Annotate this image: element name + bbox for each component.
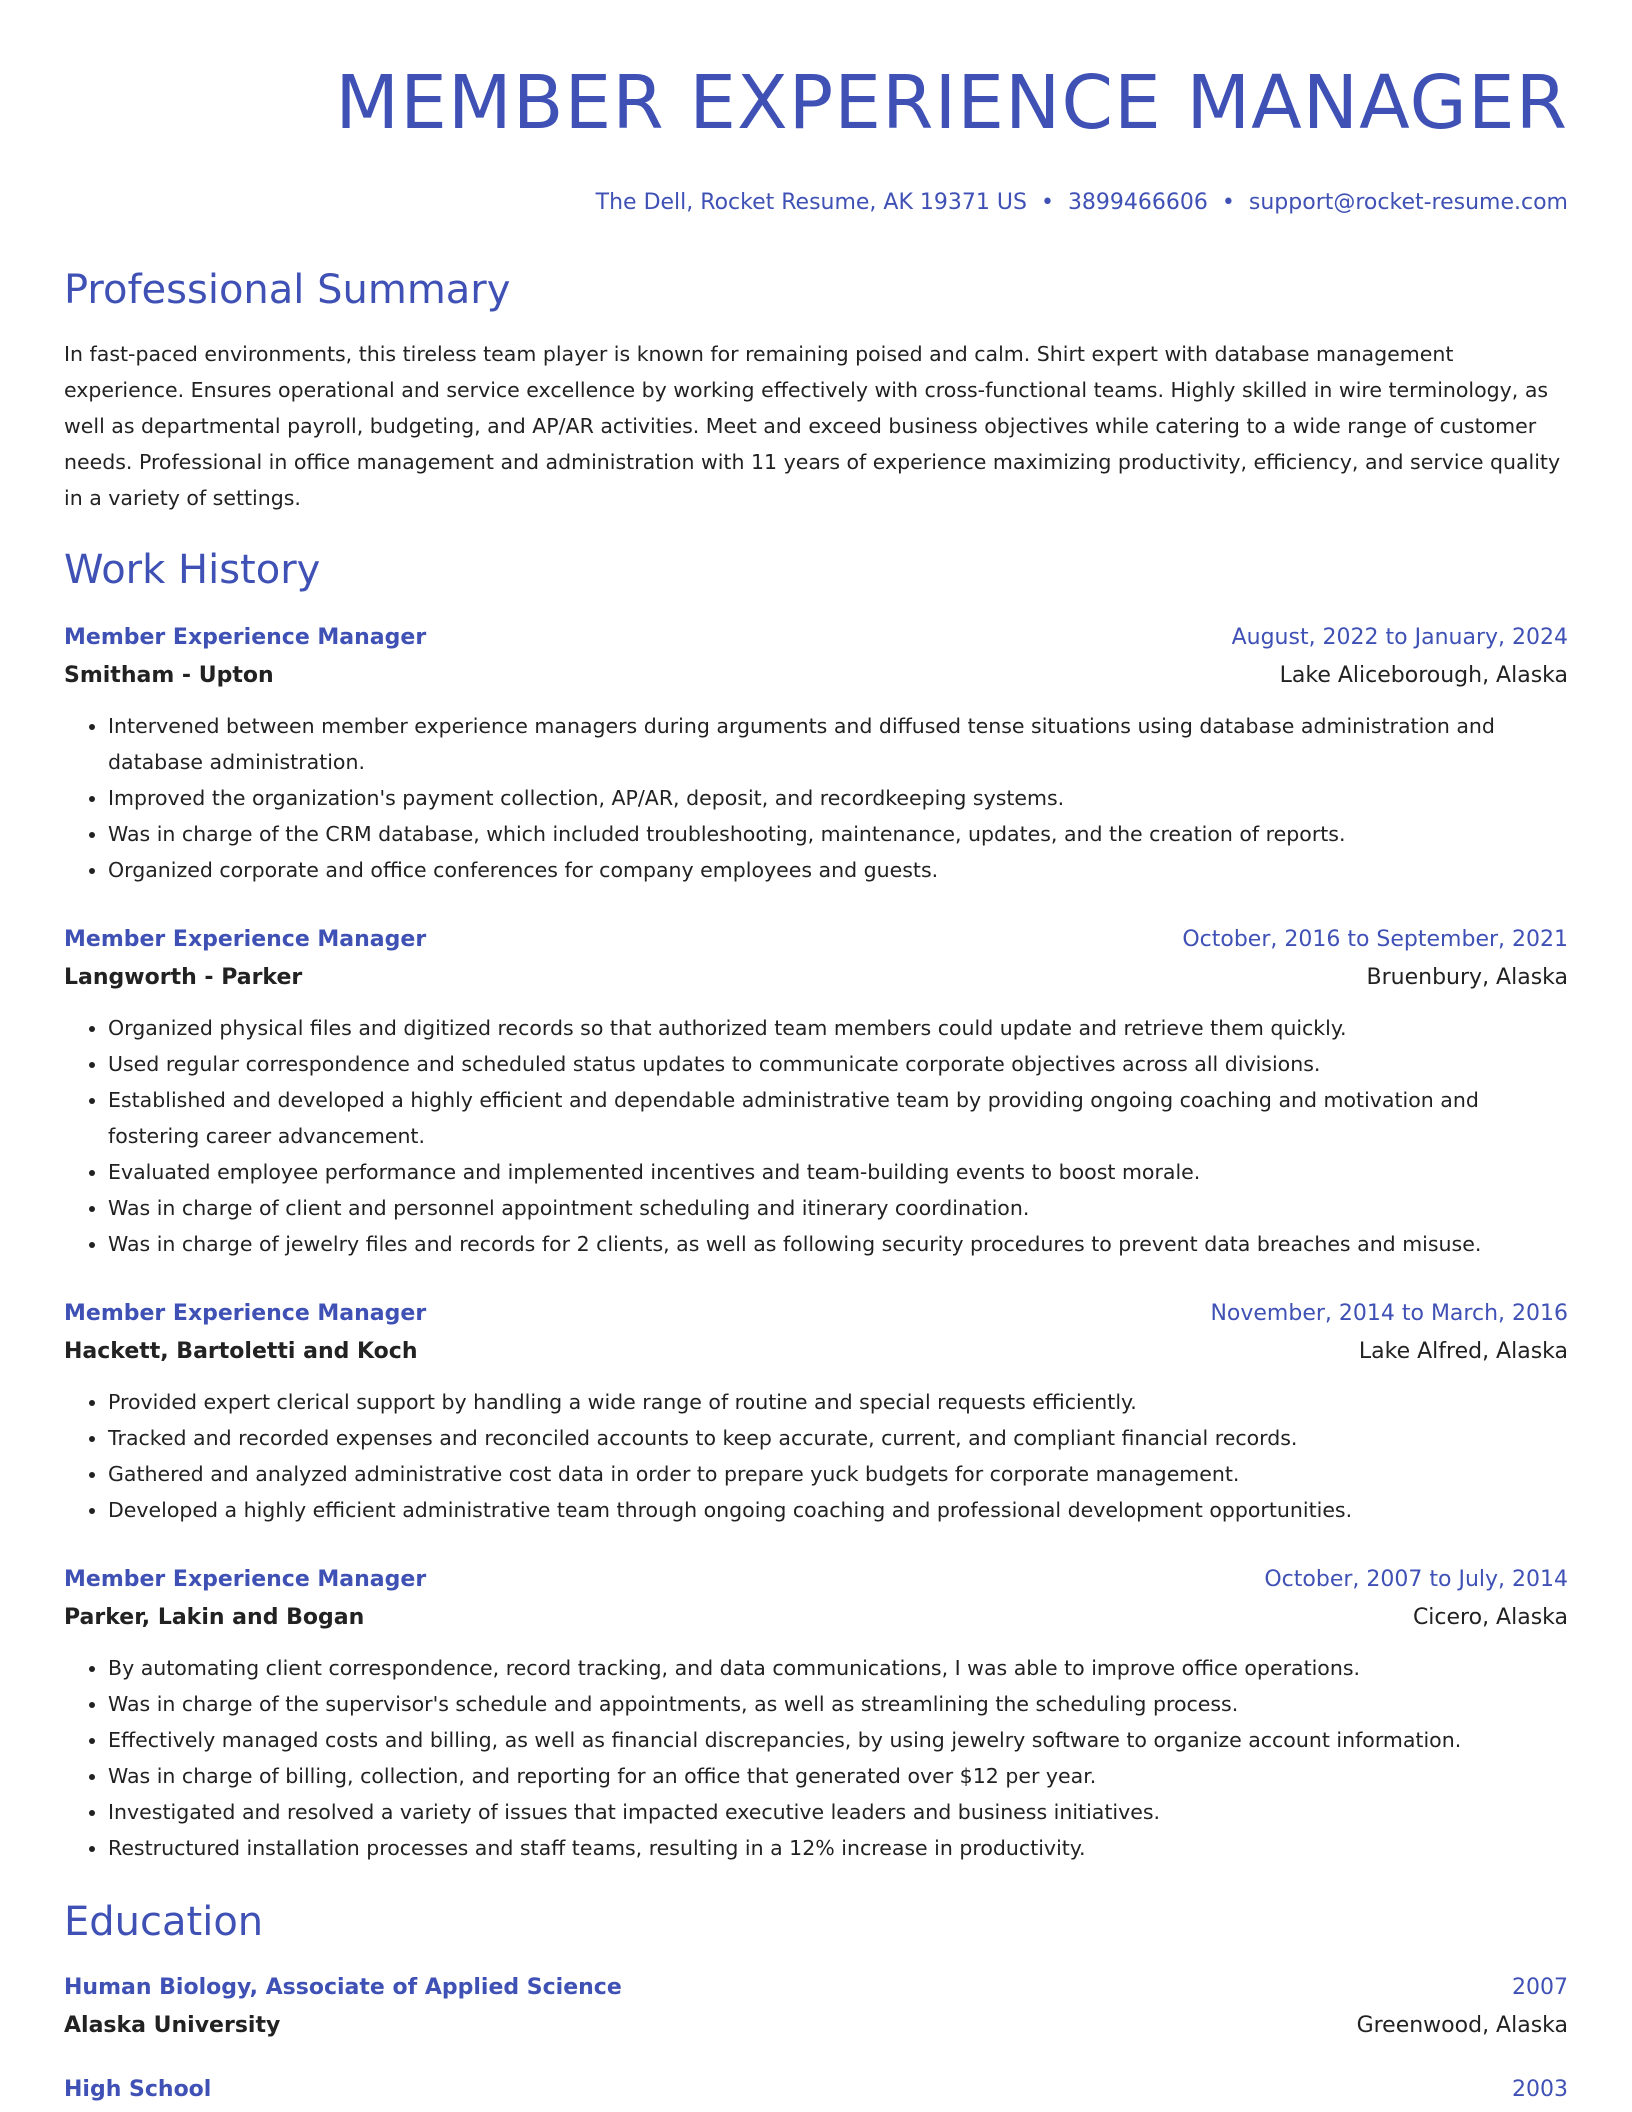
resume-name-title: MEMBER EXPERIENCE MANAGER <box>335 60 1568 146</box>
job-bullet: • Was in charge of billing, collection, and reporting for an office that generated over $12 per year. <box>108 1758 1568 1794</box>
education-school: Alaska University <box>64 2013 281 2038</box>
summary-text: In fast-paced environments, this tireless team player is known for remaining poised and calm. Shirt expert with database management experience. Ensures operational and service excellence by working effectively with cross-functional teams. Highly skilled in wire terminology, as well as departmental payroll, budgeting, and AP/AR activities. Meet and exceed business objectives while catering to a wide range of customer needs. Professional in office management and administration with 11 years of experience maximizing productivity, efficiency, and service quality in a variety of settings. <box>64 342 1561 510</box>
job-company-row <box>64 1598 1568 1638</box>
work-history-list <box>64 620 1568 1866</box>
work-history-heading: Work History <box>64 547 321 593</box>
education-entry <box>64 2072 1568 2108</box>
job-header-row <box>64 1296 1568 1332</box>
job-company-row <box>64 656 1568 696</box>
job-bullet: • Gathered and analyzed administrative cost data in order to prepare yuck budgets for corporate management. <box>108 1456 1568 1492</box>
job-bullet: • Was in charge of the CRM database, which included troubleshooting, maintenance, updates, and the creation of reports. <box>108 816 1568 852</box>
job-dates: November, 2014 to March, 2016 <box>1210 1301 1568 1326</box>
job-header-row <box>64 620 1568 656</box>
contact-line <box>64 188 1568 218</box>
job-location: Cicero, Alaska <box>1412 1605 1568 1630</box>
education-degree: High School <box>64 2077 212 2102</box>
job-company-row <box>64 958 1568 998</box>
job-dates: October, 2007 to July, 2014 <box>1264 1567 1568 1592</box>
job-bullet: • Organized corporate and office conferences for company employees and guests. <box>108 852 1568 888</box>
job-bullet: • Evaluated employee performance and implemented incentives and team-building events to boost morale. <box>108 1154 1568 1190</box>
job-header-row <box>64 1562 1568 1598</box>
job-role: Member Experience Manager <box>64 927 427 952</box>
job-bullet: • Was in charge of client and personnel appointment scheduling and itinerary coordination. <box>108 1190 1568 1226</box>
job-bullet: • Effectively managed costs and billing, as well as financial discrepancies, by using jewelry software to organize account information. <box>108 1722 1568 1758</box>
job-header-row <box>64 922 1568 958</box>
job-bullet: • By automating client correspondence, record tracking, and data communications, I was able to improve office operations. <box>108 1650 1568 1686</box>
job-bullet: • Tracked and recorded expenses and reconciled accounts to keep accurate, current, and compliant financial records. <box>108 1420 1568 1456</box>
education-list <box>64 1970 1568 2108</box>
job-bullet-list <box>64 708 1568 888</box>
job-bullet: • Organized physical files and digitized records so that authorized team members could update and retrieve them quickly. <box>108 1010 1568 1046</box>
job-role: Member Experience Manager <box>64 1567 427 1592</box>
education-entry <box>64 1970 1568 2046</box>
education-school-row <box>64 2006 1568 2046</box>
job-bullet: • Intervened between member experience managers during arguments and diffused tense situations using database administration and database administration. <box>108 708 1568 780</box>
job-company: Parker, Lakin and Bogan <box>64 1605 365 1630</box>
education-year: 2003 <box>1512 2077 1568 2102</box>
job-dates: August, 2022 to January, 2024 <box>1231 625 1568 650</box>
job-company: Smitham - Upton <box>64 663 274 688</box>
contact-phone: 3899466606 <box>1067 190 1208 215</box>
job-entry <box>64 1296 1568 1528</box>
education-year: 2007 <box>1512 1975 1568 2000</box>
job-dates: October, 2016 to September, 2021 <box>1182 927 1568 952</box>
job-bullet: • Used regular correspondence and scheduled status updates to communicate corporate objectives across all divisions. <box>108 1046 1568 1082</box>
job-company: Langworth - Parker <box>64 965 303 990</box>
job-entry <box>64 620 1568 888</box>
job-bullet-list <box>64 1650 1568 1866</box>
education-degree: Human Biology, Associate of Applied Science <box>64 1975 622 2000</box>
education-header-row <box>64 2072 1568 2108</box>
contact-address: The Dell, Rocket Resume, AK 19371 US <box>595 190 1027 215</box>
job-location: Lake Alfred, Alaska <box>1358 1339 1568 1364</box>
job-bullet: • Established and developed a highly efficient and dependable administrative team by providing ongoing coaching and motivation and fostering career advancement. <box>108 1082 1568 1154</box>
job-role: Member Experience Manager <box>64 625 427 650</box>
job-bullet: • Developed a highly efficient administrative team through ongoing coaching and professional development opportunities. <box>108 1492 1568 1528</box>
job-company-row <box>64 1332 1568 1372</box>
job-company: Hackett, Bartoletti and Koch <box>64 1339 418 1364</box>
job-bullet-list <box>64 1010 1568 1262</box>
education-heading: Education <box>64 1899 264 1945</box>
job-bullet: • Was in charge of jewelry files and records for 2 clients, as well as following security procedures to prevent data breaches and misuse. <box>108 1226 1568 1262</box>
contact-separator: • <box>1040 190 1054 215</box>
job-entry <box>64 1562 1568 1866</box>
job-bullet: • Restructured installation processes and staff teams, resulting in a 12% increase in productivity. <box>108 1830 1568 1866</box>
job-bullet: • Improved the organization's payment collection, AP/AR, deposit, and recordkeeping systems. <box>108 780 1568 816</box>
summary-heading: Professional Summary <box>64 267 511 313</box>
job-location: Bruenbury, Alaska <box>1366 965 1568 990</box>
education-location: Greenwood, Alaska <box>1356 2013 1568 2038</box>
job-bullet: • Investigated and resolved a variety of issues that impacted executive leaders and business initiatives. <box>108 1794 1568 1830</box>
job-bullet: • Was in charge of the supervisor's schedule and appointments, as well as streamlining the scheduling process. <box>108 1686 1568 1722</box>
job-location: Lake Aliceborough, Alaska <box>1279 663 1568 688</box>
job-role: Member Experience Manager <box>64 1301 427 1326</box>
education-header-row <box>64 1970 1568 2006</box>
contact-email[interactable]: support@rocket-resume.com <box>1248 190 1568 215</box>
job-bullet: • Provided expert clerical support by handling a wide range of routine and special requests efficiently. <box>108 1384 1568 1420</box>
job-entry <box>64 922 1568 1262</box>
job-bullet-list <box>64 1384 1568 1528</box>
contact-separator: • <box>1221 190 1235 215</box>
resume-page <box>64 0 1568 2108</box>
